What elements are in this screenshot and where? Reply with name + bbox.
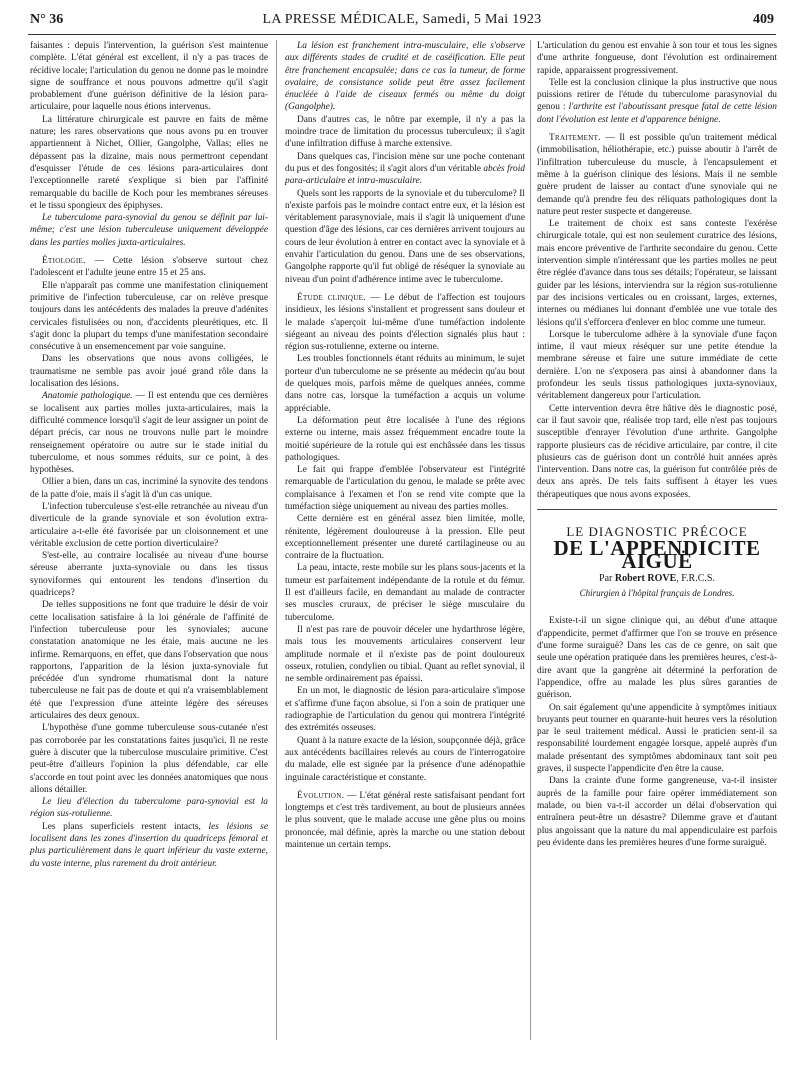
- column-2: [285, 40, 525, 851]
- paragraph: Telle est la conclusion clinique la plus instructive que nous puissions retirer de l'étude du tuberculome parasynovial du genou : l'arthrite est l'aboutissant presque fatal de cette lésion dont l'évolution est lente et d'apparence bénigne.: [537, 77, 777, 125]
- journal-title: LA PRESSE MÉDICALE, Samedi, 5 Mai 1923: [262, 12, 542, 27]
- paragraph: Les troubles fonctionnels étant réduits au minimum, le sujet porteur d'un tuberculome ne se présente au médecin qu'au bout de quelques mois, parfois même de quelques années, comme dans notre cas, lorsque la tuméfaction a acquis un volume appréciable.: [285, 354, 525, 414]
- author-affiliation: Chirurgien à l'hôpital français de Londres.: [579, 588, 735, 599]
- section-etiologie: Étiologie. — Cette lésion s'observe surtout chez l'adolescent et l'adulte jeune entre 15 et 25 ans.: [30, 256, 268, 279]
- column-divider-1: [276, 40, 277, 1040]
- paragraph: Existe-t-il un signe clinique qui, au début d'une attaque d'appendicite, permet d'affirmer que l'on se trouve en présence d'une forme suraiguë? Dans les cas de ce genre, on sait que seule une opération pratiquée dans les premières heures, c'est-à-dire avant que la gangrène ait déterminé la perforation de l'appendice, offre au malade les plus sûres garanties de guérison.: [537, 616, 777, 701]
- section-traitement: Traitement. — Il est possible qu'un traitement médical (immobilisation, héliothérapie, etc.) puisse aboutir à l'arrêt de l'infiltration tuberculeuse du muscle, à l'encapsulement et même à la guérison clinique des lésions. Mais il ne semble guère prudent de laisser au contact d'une synoviale qui ne demande qu'à prendre feu des réliquats pathologiques dont la nature peut rester suspecte et dangereuse.: [537, 133, 777, 217]
- section-anatomie: Anatomie pathologique. — Il est entendu que ces dernières se localisent aux parties molles juxta-articulaires, mais la difficulté commence lorsqu'il s'agit de leur assigner un point de départ précis, car nous ne trouvons nulle part le moindre renseignement opératoire ou autre sur le stade initial du tuberculome, et nous sommes réduits, sur ce point, à des hypothèses.: [30, 391, 268, 476]
- definition-paragraph: Le tuberculome para-synovial du genou se définit par lui-même; c'est une lésion tuberculeuse uniquement développée dans les parties molles juxta-articulaires.: [30, 213, 268, 248]
- paragraph: Ollier a bien, dans un cas, incriminé la synovite des tendons de la patte d'oie, mais il s'agit là d'un cas unique.: [30, 477, 268, 500]
- article-separator: [537, 509, 777, 510]
- column-divider-2: [530, 40, 531, 1040]
- page-number: 409: [753, 12, 774, 27]
- column-3: [537, 40, 777, 849]
- header-rule: [28, 34, 776, 35]
- paragraph: On sait également qu'une appendicite à symptômes initiaux bruyants peut tourner en quarante-huit heures vers la résolution par le seul traitement médical. Aussi le praticien sent-il sa responsabilité lourdement engagée lorsque, appelé auprès d'un malade présentant des symptômes abdominaux tant soit peu graves, il suspecte l'appendicite d'en être la cause.: [537, 702, 777, 775]
- paragraph: La peau, intacte, reste mobile sur les plans sous-jacents et la tumeur est parfaitement indépendante de la rotule et du fémur. Il est d'ailleurs facile, en demandant au malade de contracter ses muscles cruraux, de préciser le siège musculaire du tuberculome.: [285, 563, 525, 623]
- article-kicker: LE DIAGNOSTIC PRÉCOCE: [566, 523, 748, 539]
- paragraph: L'hypothèse d'une gomme tuberculeuse sous-cutanée n'est pas corroborée par les constatations faites jusqu'ici. Il ne reste guère à discuter que la tuberculose musculaire primitive. C'est peut-être d'ailleurs l'opinion la plus défendable, car elle s'accorde en tout point avec les données anatomiques que nous allons détailler.: [30, 723, 268, 795]
- paragraph: S'est-elle, au contraire localisée au niveau d'une bourse séreuse aberrante juxta-synoviale ou dans les tissus synoviformes qui entourent les tendons d'insertion du quadriceps?: [30, 551, 268, 599]
- paragraph: faisantes : depuis l'intervention, la guérison s'est maintenue complète. L'état général est excellent, il n'y a pas traces de récidive locale; l'articulation du genou ne donne pas le moindre signe de souffrance et nous pouvons admettre qu'il s'agit probablement d'une guérison définitive de la lésion para-articulaire, pour laquelle nous étions intervenus.: [30, 41, 268, 113]
- issue-number: N° 36: [30, 12, 64, 27]
- paragraph: Quant à la nature exacte de la lésion, soupçonnée déjà, grâce aux antécédents bacillaires relevés au cours de l'interrogatoire du malade, elle est signée par la présence d'une adénopathie inguinale caractéristique et constante.: [285, 735, 525, 783]
- paragraph: Dans les observations que nous avons colligées, le traumatisme ne semble pas avoir joué grand rôle dans la localisation des lésions.: [30, 354, 268, 390]
- article-title: DE L'APPENDICITE AIGUË: [553, 536, 761, 573]
- paragraph: En un mot, le diagnostic de lésion para-articulaire s'impose et s'affirme d'une façon absolue, si l'on a soin de pratiquer une radiographie de l'articulation du genou qui montrera l'intégrité des extrémités osseuses.: [285, 686, 525, 734]
- paragraph: Dans la crainte d'une forme gangreneuse, va-t-il insister auprès de la famille pour faire opérer immédiatement son malade, ou bien va-t-il accorder un délai d'observation qui entraînera peut-être un désastre? Dilemme grave et d'autant plus angoissant que la nature du mal appendiculaire est parfois peu évidente dans les premières heures d'une forme suraiguë.: [537, 776, 777, 848]
- article-author: Par Robert ROVE, F.R.C.S.: [599, 572, 715, 584]
- paragraph: La littérature chirurgicale est pauvre en faits de même nature; les rares observations que nous avons pu en trouver appartiennent à Nichet, Ollier, Gangolphe, Vallas; elles ne dépassent pas la dizaine, mais nous permettront cependant d'esquisser l'étude de ces lésions para-articulaires dont l'exceptionnelle rareté s'explique si bien par l'affinité remarquable du bacille de Koch pour les membranes séreuses et le tissu spongieux des épiphyses.: [30, 114, 268, 211]
- paragraph: Dans quelques cas, l'incision mène sur une poche contenant du pus et des fongosités; il s'agit alors d'un véritable abcès froid para-articulaire et intra-musculaire.: [285, 151, 525, 187]
- page-header: [30, 8, 774, 30]
- paragraph: Les plans superficiels restent intacts, les lésions se localisent dans les zones d'insertion du quadriceps fémoral et plus particulièrement dans le quart inférieur du vaste externe, du vaste interne, plus rarement du droit antérieur.: [30, 821, 268, 869]
- paragraph: Lorsque le tuberculome adhère à la synoviale d'une façon intime, il vaut mieux réséquer sur une petite étendue la membrane séreuse et faire une suture immédiate de cette dernière. L'on ne s'exposera pas ainsi à abandonner dans la profondeur les seuls tissus pathologiques juxta-synoviaux, véritablement dangereux pour l'articulation.: [537, 329, 777, 402]
- paragraph: Elle n'apparaît pas comme une manifestation cliniquement primitive de l'infection tuberculeuse, car on relève presque toujours dans les antécédents des malades la preuve d'adénites cervicales fistulisées ou non, d'accidents pleurétiques, etc. Il s'agit donc la plupart du temps d'une manifestation secondaire consécutive à un ensemencement par voie sanguine.: [30, 280, 268, 353]
- paragraph: Dans d'autres cas, le nôtre par exemple, il n'y a pas la moindre trace de limitation du processus tuberculeux; il s'agit d'une infiltration diffuse à marche extensive.: [285, 114, 525, 150]
- column-1: [30, 40, 268, 870]
- section-heading: Étiologie.: [42, 256, 86, 267]
- section-heading: Évolution.: [297, 790, 345, 801]
- paragraph: Quels sont les rapports de la synoviale et du tuberculome? Il n'existe parfois pas le moindre contact entre eux, et la lésion est véritablement parasynoviale, mais il s'agit là uniquement d'une question d'âge des lésions, car ces dernières arrivent toujours au cours de leur évolution à entrer en contact avec la synoviale et à envahir l'articulation du genou. Dans une de ses observations, Gangolphe rapporte qu'il fut obligé de réséquer la synoviale au niveau d'un point d'adhérence intime avec le tuberculome.: [285, 188, 525, 285]
- paragraph: L'articulation du genou est envahie à son tour et tous les signes d'une arthrite fongueuse, dont l'évolution est ordinairement rapide, apparaissent progressivement.: [537, 41, 777, 76]
- paragraph: L'infection tuberculeuse s'est-elle retranchée au niveau d'un diverticule de la grande synoviale et son évolution extra-articulaire a-t-elle été favorisée par un cloisonnement et une véritable exclusion de cette portion diverticulaire?: [30, 501, 268, 549]
- paragraph: De telles suppositions ne font que traduire le désir de voir cette localisation satisfaire à la loi générale de l'affinité de l'infection tuberculeuse pour les synoviales; aucune constatation anatomique ne les étaie, mais aucune ne les infirme. Remarquons, en effet, que dans l'observation que nous rapportons, l'apparition de la lésion juxta-synoviale fut précédée d'un syndrome rhumatismal dont la nature tuberculeuse ne fait pas de doute et qui n'a vraisemblablement été que l'expression d'une atteinte légère des séreuses articulaires des deux genoux.: [30, 600, 268, 722]
- section-etude-clinique: Étude clinique. — Le début de l'affection est toujours insidieux, les lésions s'installent et progressent sans douleur et le malade s'aperçoit lui-même d'une tuméfaction indolente siégeant au niveau des points d'élection signalés plus haut : région sus-rotulienne, externe ou interne.: [285, 292, 525, 353]
- paragraph: Le fait qui frappe d'emblée l'observateur est l'intégrité remarquable de l'articulation du genou, le malade se prête avec complaisance à l'examen et l'on se rend vite compte que la tuméfaction siège uniquement au niveau des parties molles.: [285, 465, 525, 512]
- paragraph: Cette intervention devra être hâtive dès le diagnostic posé, car il faut savoir que, réalisée trop tard, elle n'est pas toujours susceptible d'enrayer l'évolution d'une arthrite. Gangolphe rapporte plusieurs cas de récidive articulaire, par contre, il cite plusieurs cas de guérison dont un contrôlé huit années après l'intervention. Dans notre cas, la guérison fut contrôlée près de deux ans après. De tels faits suffisent à étayer les vues thérapeutiques que nous avons exposées.: [537, 403, 777, 500]
- section-heading: Anatomie pathologique.: [42, 391, 133, 402]
- paragraph: La déformation peut être localisée à l'une des régions externe ou interne, mais assez fréquemment encadre toute la moitié supérieure de la rotule qui est enchâssée dans les tissus pathologiques.: [285, 415, 525, 463]
- section-heading: Étude clinique.: [297, 292, 366, 303]
- paragraph: Le traitement de choix est sans conteste l'exérèse chirurgicale totale, qui est non seulement curatrice des lésions, mais encore préventive de l'arthrite secondaire du genou. Cette intervention simple n'intéressant que les parties molles ne peut être réglée d'avance dans tous ses détails; l'opérateur, se laissant guider par les lésions, interviendra sur la région sus-rotulienne par des incisions verticales ou en croissant, larges, externes, internes ou médianes lui donnant d'emblée une vue totale des lésions qu'il s'efforcera d'enlever en bloc comme une tumeur.: [537, 219, 777, 328]
- section-heading: Traitement.: [549, 133, 601, 144]
- paragraph: La lésion est franchement intra-musculaire, elle s'observe aux différents stades de crudité et de caséification. Elle peut être franchement encapsulée; dans ce cas la tumeur, de forme ovalaire, de consistance solide peut être assez facilement énucléée à l'aide de ciseaux fermés ou même du doigt (Gangolphe).: [285, 41, 525, 113]
- paragraph: Le lieu d'élection du tuberculome para-synovial est la région sus-rotulienne.: [30, 797, 268, 820]
- paragraph: Il n'est pas rare de pouvoir déceler une hydarthrose légère, mais tous les mouvements articulaires conservent leur amplitude normale et il n'existe pas de point douloureux osseux, rotulien, condylien ou tibial. Quant au reflet synovial, il ne semble ordinairement pas épaissi.: [285, 624, 525, 685]
- paragraph: Cette dernière est en général assez bien limitée, molle, rénitente, légèrement douloureuse à la pression. Elle peut exceptionnellement présenter une dureté cartilagineuse ou au contraire de la fluctuation.: [285, 514, 525, 562]
- section-evolution: Évolution. — L'état général reste satisfaisant pendant fort longtemps et c'est très tardivement, au bout de plusieurs années le plus souvent, que le malade accuse une gêne plus ou moins prononcée, mal définie, après la marche ou une station debout maintenue un certain temps.: [285, 790, 525, 850]
